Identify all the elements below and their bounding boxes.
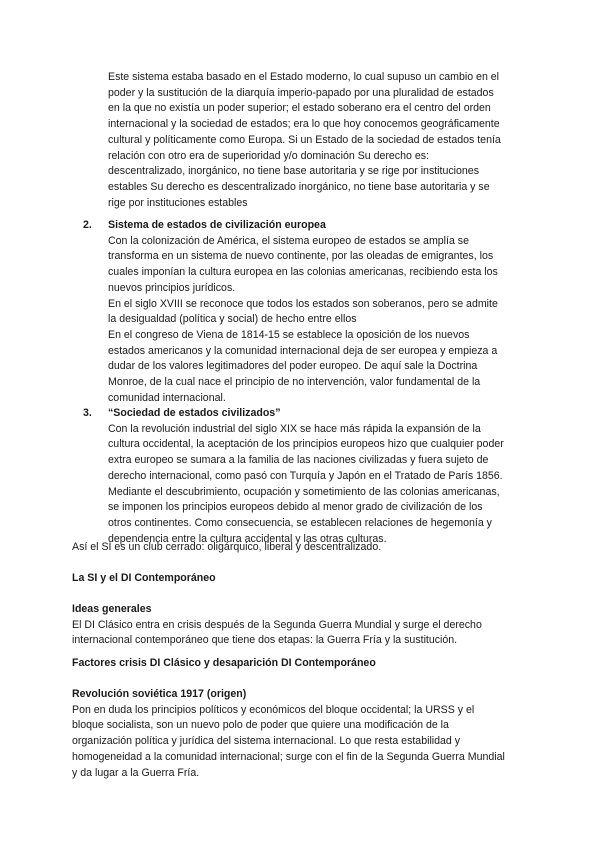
section-title-revolucion: Revolución soviética 1917 (origen) <box>72 688 247 700</box>
intro-paragraph: Este sistema estaba basado en el Estado moderno, lo cual supuso un cambio en el poder y la sustitución de la diarquía imperio-papado por una pluralidad de estados en la que no existía un poder superior; el estado soberano era el centro del orden internacional y la sociedad de estados; era lo que hoy conocemos geográficamente cultural y políticamente como Europa. Si un Estado de la sociedad de estados tenía relación con otro era de superioridad y/o dominación Su derecho es: descentralizado, inorgánico, no tiene base autoritaria y se rige por instituciones estables Su derecho es descentralizado inorgánico, no tiene base autoritaria y se rige por instituciones estables <box>108 71 501 209</box>
section-title-si: La SI y el DI Contemporáneo <box>72 572 216 584</box>
ideas-paragraph: El DI Clásico entra en crisis después de la Segunda Guerra Mundial y surge el derecho internacional contemporáneo que tiene dos etapas: la Guerra Fría y la sustitución. <box>72 618 482 647</box>
list-item-title: Sistema de estados de civilización europea <box>108 219 326 231</box>
section-title-factores: Factores crisis DI Clásico y desaparición DI Contemporáneo <box>72 657 376 669</box>
list-item-body: Con la revolución industrial del siglo XIX se hace más rápida la expansión de la cultura occidental, la aceptación de los principios europeos hizo que cualquier poder extra europeo se sumara a la familia de las naciones civilizadas y fuera sujeto de derecho internacional, como pasó con Turquía y Japón en el Tratado de París 1856. Mediante el descubrimiento, ocupación y sometimiento de las colonias americanas, se imponen los principios europeos debido al menor grado de civilización de los otros continentes. Como consecuencia, se establecen relaciones de hegemonía y dependencia entre la cultura accidental y las otras culturas. <box>108 422 504 545</box>
revolucion-paragraph: Pon en duda los principios políticos y económicos del bloque occidental; la URSS y el bloque socialista, son un nuevo polo de poder que quiere una modificación de la organización política y jurídica del sistema internacional. Lo que resta estabilidad y homogeneidad a la comunidad internacional; surge con el fin de la Segunda Guerra Mundial y da lugar a la Guerra Fría. <box>72 703 505 779</box>
list-item-title: “Sociedad de estados civilizados” <box>108 407 281 419</box>
list-item-number: 3. <box>83 407 92 419</box>
section-title-ideas: Ideas generales <box>72 603 152 615</box>
list-item-number: 2. <box>83 219 92 231</box>
list-item-body: Con la colonización de América, el sistema europeo de estados se amplía se transforma en un sistema de nuevo continente, por las oleadas de emigrantes, los cuales imponían la cultura europea en las colonias americanas, recibiendo esta los nuevos principios jurídicos. En el siglo XVIII se reconoce que todos los estados son soberanos, pero se admite la desigualdad (política y social) de hecho entre ellos En el congreso de Viena de 1814-15 se establece la oposición de los nuevos estados americanos y la comunidad internacional deja de ser europea y empieza a dudar de los valores legitimadores del poder europeo. De aquí sale la Doctrina Monroe, de la cual nace el principio de no intervención, valor fundamental de la comunidad internacional. <box>108 234 498 404</box>
closing-sentence: Así el SI es un club cerrado: oligárquico, liberal y descentralizado. <box>72 541 382 553</box>
